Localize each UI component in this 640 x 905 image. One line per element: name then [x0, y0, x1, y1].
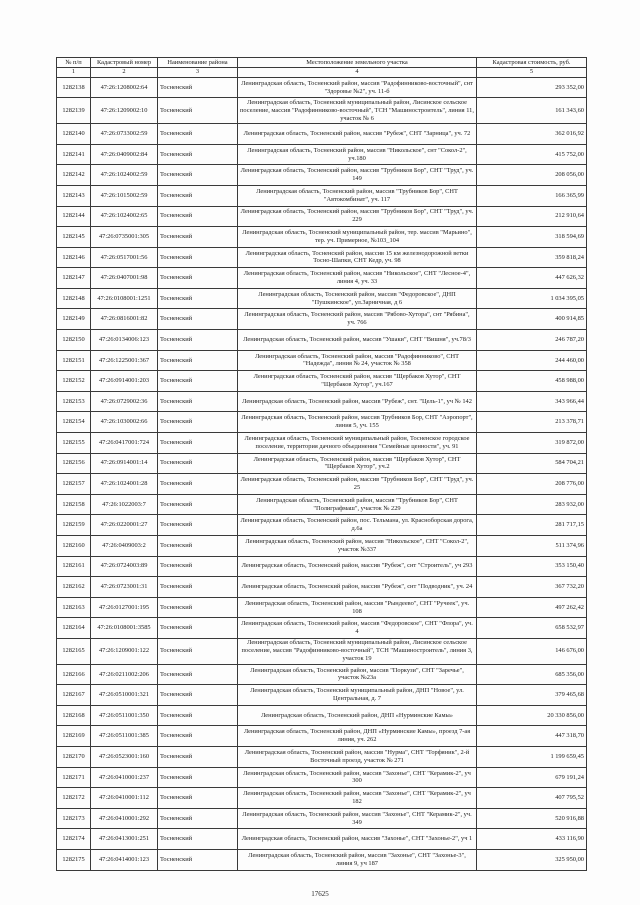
cadastral-number-cell: 47:26:0735001:305 [91, 227, 158, 248]
location-cell: Ленинградская область, Тосненский район, массив "Трубников Бор", СНТ "Полиграфмаш", участок № 229 [238, 494, 477, 515]
cadastral-number-cell: 47:26:0410001:292 [91, 808, 158, 829]
district-cell: Тосненский [158, 391, 238, 412]
cadastral-number-cell: 47:26:1022003:7 [91, 494, 158, 515]
location-cell: Ленинградская область, Тосненский район, массив "Радофинниково-восточный", снт "Здоровье №2", уч. 11-б [238, 77, 477, 98]
table-row [57, 247, 587, 268]
cadastral-number-cell: 47:26:1225001:367 [91, 350, 158, 371]
location-cell: Ленинградская область, Тосненский район, массив "Поркузи", СНТ "Заречье", участок №23а [238, 664, 477, 685]
row-number-cell: 1282166 [57, 664, 91, 685]
cadastral-value-cell: 246 787,20 [477, 330, 587, 351]
location-cell: Ленинградская область, Тосненский район, массив Трубников Бор, СНТ "Аэропорт", линия 5, уч. 155 [238, 412, 477, 433]
cadastral-number-cell: 47:26:0414001:123 [91, 850, 158, 871]
row-number-cell: 1282170 [57, 747, 91, 768]
cadastral-value-cell: 1 199 659,45 [477, 747, 587, 768]
table-row [57, 705, 587, 726]
row-number-cell: 1282148 [57, 288, 91, 309]
row-number-cell: 1282172 [57, 788, 91, 809]
location-cell: Ленинградская область, Тосненский район, массив "Никольское", снт "Сокол-2", уч.180 [238, 144, 477, 165]
district-cell: Тосненский [158, 288, 238, 309]
location-cell: Ленинградская область, Тосненский район, массив "Трубников Бор", СНТ "Труд", уч. 229 [238, 206, 477, 227]
row-number-cell: 1282151 [57, 350, 91, 371]
table-row [57, 268, 587, 289]
location-cell: Ленинградская область, Тосненский район, массив "Рубеж", снт "Строитель", уч 293 [238, 556, 477, 577]
table-row [57, 474, 587, 495]
cadastral-number-cell: 47:26:0510001:321 [91, 685, 158, 706]
cadastral-value-cell: 658 532,97 [477, 618, 587, 639]
table-row [57, 808, 587, 829]
table-row [57, 850, 587, 871]
location-cell: Ленинградская область, Тосненский район, массив "Трубников Бор", СНТ "Труд", уч. 25 [238, 474, 477, 495]
cadastral-number-cell: 47:26:1024002:65 [91, 206, 158, 227]
table-row [57, 309, 587, 330]
table-row [57, 206, 587, 227]
table-row [57, 664, 587, 685]
location-cell: Ленинградская область, Тосненский район, массив "Рубеж", снт. "Цель-1", уч № 142 [238, 391, 477, 412]
district-cell: Тосненский [158, 268, 238, 289]
cadastral-value-cell: 415 752,00 [477, 144, 587, 165]
cadastral-number-cell: 47:26:1208002:64 [91, 77, 158, 98]
location-cell: Ленинградская область, Тосненский район, массив "Захонье", СНТ "Керамик-2", уч. 349 [238, 808, 477, 829]
location-cell: Ленинградская область, Тосненский район, массив "Захонье", СНТ "Захонье-3", линия 9, уч 187 [238, 850, 477, 871]
cadastral-value-cell: 520 916,88 [477, 808, 587, 829]
table-row [57, 412, 587, 433]
district-cell: Тосненский [158, 144, 238, 165]
table-row [57, 185, 587, 206]
location-cell: Ленинградская область, Тосненский район, массив "Захонье", СНТ "Керамик-2", уч 182 [238, 788, 477, 809]
district-cell: Тосненский [158, 515, 238, 536]
location-cell: Ленинградская область, Тосненский муниципальный район, Лисинское сельское поселение, массив "Радофинниково-восточный", ТСН "Машиностроитель", линия 11, участок № 6 [238, 98, 477, 124]
cadastral-value-cell: 208 776,00 [477, 474, 587, 495]
row-number-cell: 1282160 [57, 536, 91, 557]
row-number-cell: 1282152 [57, 371, 91, 392]
district-cell: Тосненский [158, 747, 238, 768]
cadastral-number-cell: 47:26:0211002:206 [91, 664, 158, 685]
table-row [57, 685, 587, 706]
district-cell: Тосненский [158, 309, 238, 330]
table-row [57, 767, 587, 788]
cadastral-value-cell: 212 910,64 [477, 206, 587, 227]
table-row [57, 556, 587, 577]
row-number-cell: 1282143 [57, 185, 91, 206]
cadastral-value-cell: 400 914,85 [477, 309, 587, 330]
cadastral-value-cell: 685 356,00 [477, 664, 587, 685]
district-cell: Тосненский [158, 664, 238, 685]
location-cell: Ленинградская область, Тосненский район, массив "Радофинниково", СНТ "Надежда", линия № 24, участок № 358 [238, 350, 477, 371]
cadastral-number-cell: 47:26:0127001:195 [91, 597, 158, 618]
row-number-cell: 1282150 [57, 330, 91, 351]
district-cell: Тосненский [158, 808, 238, 829]
column-number: 5 [477, 67, 587, 77]
table-header [57, 58, 587, 78]
column-number: 2 [91, 67, 158, 77]
cadastral-number-cell: 47:26:0409002:84 [91, 144, 158, 165]
location-cell: Ленинградская область, Тосненский район, массив "Трубников Бор", СНТ "Труд", уч. 149 [238, 165, 477, 186]
district-cell: Тосненский [158, 556, 238, 577]
location-cell: Ленинградская область, Тосненский муниципальный район, тер. массив "Марьино", тер. уч. Примерное, №103_104 [238, 227, 477, 248]
cadastral-value-cell: 458 988,00 [477, 371, 587, 392]
district-cell: Тосненский [158, 829, 238, 850]
cadastral-number-cell: 47:26:0134006:123 [91, 330, 158, 351]
row-number-cell: 1282139 [57, 98, 91, 124]
cadastral-value-cell: 244 460,00 [477, 350, 587, 371]
district-cell: Тосненский [158, 767, 238, 788]
cadastral-value-cell: 166 365,99 [477, 185, 587, 206]
cadastral-value-cell: 447 318,70 [477, 726, 587, 747]
location-cell: Ленинградская область, Тосненский район, массив "Нурма", СНТ "Торфяник", 2-й Восточный проезд, участок № 271 [238, 747, 477, 768]
cadastral-value-cell: 379 465,68 [477, 685, 587, 706]
location-cell: Ленинградская область, Тосненский муниципальный район, ДНП "Новое", ул. Центральная, д. 7 [238, 685, 477, 706]
cadastral-number-cell: 47:26:0220001:27 [91, 515, 158, 536]
location-cell: Ленинградская область, Тосненский район, массив "Никольское", СНТ "Сокол-2", участок №337 [238, 536, 477, 557]
table-row [57, 288, 587, 309]
cadastral-value-cell: 146 676,00 [477, 638, 587, 664]
district-cell: Тосненский [158, 850, 238, 871]
cadastral-value-cell: 208 056,00 [477, 165, 587, 186]
cadastral-number-cell: 47:26:0108001:1251 [91, 288, 158, 309]
column-number: 4 [238, 67, 477, 77]
cadastral-value-cell: 433 116,90 [477, 829, 587, 850]
location-cell: Ленинградская область, Тосненский район, массив "Рубеж", СНТ "Зарница", уч. 72 [238, 124, 477, 145]
table-row [57, 618, 587, 639]
row-number-cell: 1282162 [57, 577, 91, 598]
table-row [57, 515, 587, 536]
cadastral-value-cell: 281 717,15 [477, 515, 587, 536]
location-cell: Ленинградская область, Тосненский район, ДНП «Нурминские Камы» [238, 705, 477, 726]
table-row [57, 638, 587, 664]
cadastral-number-cell: 47:26:0511001:350 [91, 705, 158, 726]
row-number-cell: 1282174 [57, 829, 91, 850]
cadastral-number-cell: 47:26:0733002:59 [91, 124, 158, 145]
cadastral-number-cell: 47:26:0417001:724 [91, 433, 158, 454]
row-number-cell: 1282157 [57, 474, 91, 495]
header-location: Местоположение земельного участка [238, 58, 477, 68]
district-cell: Тосненский [158, 577, 238, 598]
district-cell: Тосненский [158, 685, 238, 706]
column-number: 1 [57, 67, 91, 77]
cadastral-number-cell: 47:26:0517001:56 [91, 247, 158, 268]
row-number-cell: 1282154 [57, 412, 91, 433]
district-cell: Тосненский [158, 350, 238, 371]
district-cell: Тосненский [158, 536, 238, 557]
row-number-cell: 1282156 [57, 453, 91, 474]
header-cadastral-number: Кадастровый номер [91, 58, 158, 68]
header-district-name: Наименование района [158, 58, 238, 68]
table-row [57, 494, 587, 515]
cadastral-value-cell: 679 191,24 [477, 767, 587, 788]
location-cell: Ленинградская область, Тосненский район, массив "Щербаков Хутор", СНТ "Щербаков Хутор", уч.167 [238, 371, 477, 392]
district-cell: Тосненский [158, 206, 238, 227]
cadastral-number-cell: 47:26:0410001:237 [91, 767, 158, 788]
table-row [57, 829, 587, 850]
district-cell: Тосненский [158, 788, 238, 809]
district-cell: Тосненский [158, 185, 238, 206]
header-row [57, 58, 587, 68]
table-row [57, 747, 587, 768]
cadastral-value-cell: 20 330 856,00 [477, 705, 587, 726]
table-row [57, 433, 587, 454]
cadastral-number-cell: 47:26:0523001:160 [91, 747, 158, 768]
district-cell: Тосненский [158, 494, 238, 515]
row-number-cell: 1282140 [57, 124, 91, 145]
district-cell: Тосненский [158, 371, 238, 392]
table-row [57, 144, 587, 165]
cadastral-value-cell: 584 704,21 [477, 453, 587, 474]
cadastral-value-cell: 343 966,44 [477, 391, 587, 412]
cadastral-number-cell: 47:26:0914001:14 [91, 453, 158, 474]
location-cell: Ленинградская область, Тосненский район, массив "Рябово-Хутора", снт "Рябина", уч. 766 [238, 309, 477, 330]
table-row [57, 350, 587, 371]
cadastral-value-cell: 511 374,96 [477, 536, 587, 557]
row-number-cell: 1282147 [57, 268, 91, 289]
district-cell: Тосненский [158, 597, 238, 618]
row-number-cell: 1282173 [57, 808, 91, 829]
location-cell: Ленинградская область, Тосненский район, массив "Захонье", СНТ "Захонье-2", уч 1 [238, 829, 477, 850]
table-row [57, 227, 587, 248]
district-cell: Тосненский [158, 705, 238, 726]
row-number-cell: 1282153 [57, 391, 91, 412]
table-row [57, 577, 587, 598]
row-number-cell: 1282169 [57, 726, 91, 747]
district-cell: Тосненский [158, 330, 238, 351]
row-number-cell: 1282146 [57, 247, 91, 268]
location-cell: Ленинградская область, Тосненский район, массив "Трубников Бор", СНТ "Автокомбинат", уч. 117 [238, 185, 477, 206]
cadastral-number-cell: 47:26:1024002:59 [91, 165, 158, 186]
table-row [57, 330, 587, 351]
district-cell: Тосненский [158, 412, 238, 433]
cadastral-number-cell: 47:26:0413001:251 [91, 829, 158, 850]
cadastral-number-cell: 47:26:1015002:59 [91, 185, 158, 206]
table-row [57, 124, 587, 145]
cadastral-value-cell: 447 626,32 [477, 268, 587, 289]
district-cell: Тосненский [158, 638, 238, 664]
row-number-cell: 1282165 [57, 638, 91, 664]
cadastral-number-cell: 47:26:0914001:203 [91, 371, 158, 392]
page-number: 17625 [311, 890, 329, 898]
location-cell: Ленинградская область, Тосненский муниципальный район, Тосненское городское поселение, территория дачного объединения "Семейные ценности", уч. 91 [238, 433, 477, 454]
row-number-cell: 1282141 [57, 144, 91, 165]
cadastral-number-cell: 47:26:0108001:3585 [91, 618, 158, 639]
row-number-cell: 1282155 [57, 433, 91, 454]
cadastral-value-cell: 407 795,52 [477, 788, 587, 809]
cadastral-number-cell: 47:26:1209002:10 [91, 98, 158, 124]
cadastral-number-cell: 47:26:0816001:82 [91, 309, 158, 330]
cadastral-value-cell: 367 732,20 [477, 577, 587, 598]
cadastral-value-cell: 213 378,71 [477, 412, 587, 433]
table-body [57, 77, 587, 870]
district-cell: Тосненский [158, 726, 238, 747]
row-number-cell: 1282144 [57, 206, 91, 227]
location-cell: Ленинградская область, Тосненский район, пос. Тельмана, ул. Красноборская дорога, д.6а [238, 515, 477, 536]
row-number-cell: 1282145 [57, 227, 91, 248]
row-number-cell: 1282171 [57, 767, 91, 788]
row-number-cell: 1282175 [57, 850, 91, 871]
row-number-cell: 1282159 [57, 515, 91, 536]
cadastral-number-cell: 47:26:0729002:36 [91, 391, 158, 412]
table-row [57, 77, 587, 98]
cadastral-value-cell: 362 016,92 [477, 124, 587, 145]
cadastral-value-cell: 283 932,00 [477, 494, 587, 515]
row-number-cell: 1282163 [57, 597, 91, 618]
table-row [57, 536, 587, 557]
district-cell: Тосненский [158, 98, 238, 124]
cadastral-number-cell: 47:26:0410001:112 [91, 788, 158, 809]
cadastral-number-cell: 47:26:1030002:66 [91, 412, 158, 433]
cadastral-number-cell: 47:26:1209001:122 [91, 638, 158, 664]
table-row [57, 98, 587, 124]
cadastral-value-cell: 319 872,00 [477, 433, 587, 454]
header-cadastral-value: Кадастровая стоимость, руб. [477, 58, 587, 68]
district-cell: Тосненский [158, 124, 238, 145]
location-cell: Ленинградская область, Тосненский район, массив "Рубеж", снт "Подводник", уч. 24 [238, 577, 477, 598]
location-cell: Ленинградская область, Тосненский район, массив "Рындеево", СНТ "Ручеек", уч. 108 [238, 597, 477, 618]
row-number-cell: 1282158 [57, 494, 91, 515]
location-cell: Ленинградская область, Тосненский муниципальный район, Лисинское сельское поселение, массив "Радофинниково-восточный", ТСН "Машиностроитель", линия 3, участок 19 [238, 638, 477, 664]
row-number-cell: 1282164 [57, 618, 91, 639]
location-cell: Ленинградская область, Тосненский район, ДНП «Нурминские Камы», проезд 7-ая линия, уч. 262 [238, 726, 477, 747]
table-row [57, 726, 587, 747]
table-row [57, 597, 587, 618]
location-cell: Ленинградская область, Тосненский район, массив 15 км железнодорожной ветки Тосно-Шапки, СНТ Кедр, уч. 98 [238, 247, 477, 268]
cadastral-number-cell: 47:26:0409003:2 [91, 536, 158, 557]
district-cell: Тосненский [158, 453, 238, 474]
column-number-row [57, 67, 587, 77]
cadastral-value-cell: 359 818,24 [477, 247, 587, 268]
location-cell: Ленинградская область, Тосненский район, массив "Щербаков Хутор", СНТ "Щербаков Хутор", уч.2 [238, 453, 477, 474]
column-number: 3 [158, 67, 238, 77]
cadastral-value-cell: 325 950,00 [477, 850, 587, 871]
header-row-number: № п/п [57, 58, 91, 68]
location-cell: Ленинградская область, Тосненский район, массив "Ушаки", СНТ "Вишня", уч.78/3 [238, 330, 477, 351]
district-cell: Тосненский [158, 618, 238, 639]
cadastral-value-cell: 293 352,00 [477, 77, 587, 98]
table-row [57, 788, 587, 809]
location-cell: Ленинградская область, Тосненский район, массив "Федоровское", ДНП "Пушкинское", ул.Зарничная, д 6 [238, 288, 477, 309]
cadastral-number-cell: 47:26:0511001:385 [91, 726, 158, 747]
district-cell: Тосненский [158, 433, 238, 454]
cadastral-value-cell: 161 343,60 [477, 98, 587, 124]
cadastral-value-table [56, 57, 587, 871]
cadastral-value-cell: 318 594,69 [477, 227, 587, 248]
table-row [57, 371, 587, 392]
cadastral-number-cell: 47:26:0407001:98 [91, 268, 158, 289]
cadastral-number-cell: 47:26:1024001:28 [91, 474, 158, 495]
district-cell: Тосненский [158, 247, 238, 268]
district-cell: Тосненский [158, 165, 238, 186]
row-number-cell: 1282142 [57, 165, 91, 186]
cadastral-number-cell: 47:26:0723001:31 [91, 577, 158, 598]
table-row [57, 453, 587, 474]
row-number-cell: 1282161 [57, 556, 91, 577]
table-row [57, 391, 587, 412]
district-cell: Тосненский [158, 77, 238, 98]
row-number-cell: 1282168 [57, 705, 91, 726]
cadastral-number-cell: 47:26:0724003:89 [91, 556, 158, 577]
location-cell: Ленинградская область, Тосненский район, массив "Федоровское", СНТ "Флора", уч. 4 [238, 618, 477, 639]
cadastral-value-cell: 353 150,40 [477, 556, 587, 577]
district-cell: Тосненский [158, 227, 238, 248]
district-cell: Тосненский [158, 474, 238, 495]
row-number-cell: 1282149 [57, 309, 91, 330]
location-cell: Ленинградская область, Тосненский район, массив "Никольское", СНТ "Лесное-4", линия 4, уч. 33 [238, 268, 477, 289]
table-row [57, 165, 587, 186]
cadastral-value-cell: 497 262,42 [477, 597, 587, 618]
row-number-cell: 1282138 [57, 77, 91, 98]
location-cell: Ленинградская область, Тосненский район, массив "Захонье", СНТ "Керамик-2", уч 300 [238, 767, 477, 788]
row-number-cell: 1282167 [57, 685, 91, 706]
cadastral-value-cell: 1 034 395,05 [477, 288, 587, 309]
